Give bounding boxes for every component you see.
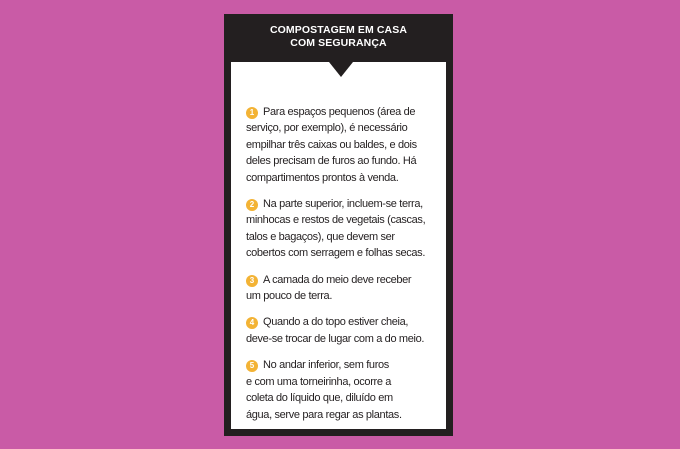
step-line: coleta do líquido que, diluído em (246, 392, 393, 405)
card-title (224, 14, 453, 64)
steps-list (246, 104, 442, 433)
step-line (246, 104, 442, 120)
step-line (246, 272, 442, 288)
step-number-badge: 3 (246, 275, 258, 287)
step-text: No andar inferior, sem furos (263, 359, 389, 372)
step-text: A camada do meio deve receber (263, 273, 412, 286)
step-line: talos e bagaços), que devem ser (246, 230, 395, 243)
step-line: minhocas e restos de vegetais (cascas, (246, 214, 426, 227)
step-line: um pouco de terra. (246, 290, 333, 303)
step-line: deve-se trocar de lugar com a do meio. (246, 332, 425, 345)
step-line (246, 196, 442, 212)
step-3 (246, 272, 442, 305)
step-number-badge: 2 (246, 199, 258, 211)
card-title-line-1: COMPOSTAGEM EM CASA (269, 24, 408, 36)
infographic-card (224, 14, 453, 436)
step-number-badge: 4 (246, 317, 258, 329)
step-text: Na parte superior, incluem-se terra, (263, 198, 423, 211)
step-line: e com uma torneirinha, ocorre a (246, 375, 392, 388)
card-title-line-2: COM SEGURANÇA (290, 37, 387, 49)
step-line: compartimentos prontos à venda. (246, 171, 399, 184)
card-body (231, 62, 446, 429)
step-line: cobertos com serragem e folhas secas. (246, 247, 426, 260)
step-line (246, 314, 442, 330)
step-line (246, 357, 442, 373)
step-4 (246, 314, 442, 347)
step-line: deles precisam de furos ao fundo. Há (246, 155, 417, 168)
step-text: Quando a do topo estiver cheia, (263, 316, 409, 329)
step-line: empilhar três caixas ou baldes, e dois (246, 138, 417, 151)
header-pointer (329, 62, 353, 77)
step-2 (246, 196, 442, 262)
step-1 (246, 104, 442, 186)
step-5 (246, 357, 442, 423)
step-text: Para espaços pequenos (área de (263, 106, 416, 118)
step-number-badge: 5 (246, 360, 258, 372)
step-line: serviço, por exemplo), é necessário (246, 122, 408, 135)
step-line: água, serve para regar as plantas. (246, 408, 402, 421)
step-number-badge: 1 (246, 107, 258, 119)
